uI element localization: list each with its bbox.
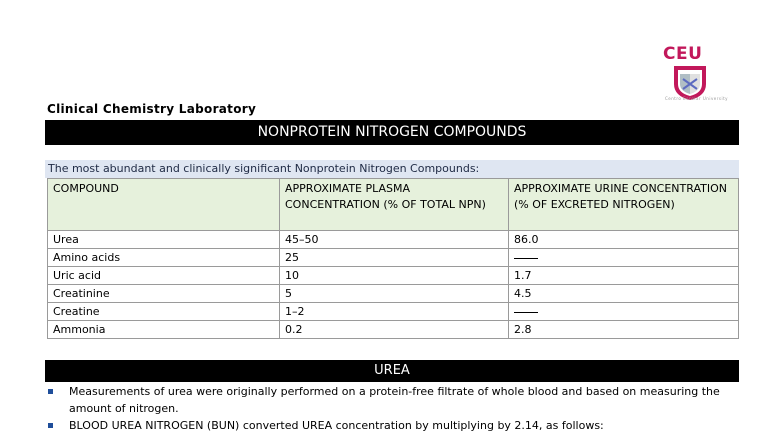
logo-tagline: Centro Escolar University [665, 96, 729, 101]
cell-urine: 86.0 [509, 231, 739, 249]
cell-compound: Uric acid [48, 267, 280, 285]
cell-urine: 1.7 [509, 267, 739, 285]
cell-urine [509, 249, 739, 267]
table-caption: The most abundant and clinically significant Nonprotein Nitrogen Compounds: [45, 160, 739, 178]
header-plasma: APPROXIMATE PLASMA CONCENTRATION (% OF TOTAL NPN) [280, 179, 509, 231]
table-row [48, 231, 739, 249]
cell-plasma: 10 [280, 267, 509, 285]
cell-plasma: 0.2 [280, 321, 509, 339]
cell-compound: Urea [48, 231, 280, 249]
cell-compound: Ammonia [48, 321, 280, 339]
cell-compound: Creatinine [48, 285, 280, 303]
bullet-square-icon [48, 389, 53, 394]
npn-table [47, 178, 739, 339]
dash-mark [514, 258, 538, 259]
table-row [48, 321, 739, 339]
bullet-square-icon [48, 423, 53, 428]
table-row [48, 267, 739, 285]
cell-plasma: 1–2 [280, 303, 509, 321]
header-compound: COMPOUND [48, 179, 280, 231]
cell-plasma: 25 [280, 249, 509, 267]
cell-plasma: 45–50 [280, 231, 509, 249]
dash-mark [514, 312, 538, 313]
list-item [47, 417, 747, 434]
logo-text: CEU [663, 44, 703, 64]
header-urine: APPROXIMATE URINE CONCENTRATION (% OF EXCRETED NITROGEN) [509, 179, 739, 231]
table-row [48, 303, 739, 321]
list-item [47, 383, 747, 417]
cell-compound: Creatine [48, 303, 280, 321]
cell-urine: 4.5 [509, 285, 739, 303]
urea-section-banner: UREA [45, 360, 739, 382]
table-row [48, 249, 739, 267]
bullet-text: Measurements of urea were originally performed on a protein-free filtrate of whole blood and based on measuring the amount of nitrogen. [69, 385, 720, 415]
urea-bullet-list [47, 383, 747, 434]
table-header-row [48, 179, 739, 231]
bullet-text: BLOOD UREA NITROGEN (BUN) converted UREA concentration by multiplying by 2.14, as follows: [69, 419, 604, 432]
cell-compound: Amino acids [48, 249, 280, 267]
npn-section-banner: NONPROTEIN NITROGEN COMPOUNDS [45, 120, 739, 145]
cell-urine [509, 303, 739, 321]
cell-plasma: 5 [280, 285, 509, 303]
table-row [48, 285, 739, 303]
lab-title: Clinical Chemistry Laboratory [47, 102, 257, 116]
cell-urine: 2.8 [509, 321, 739, 339]
